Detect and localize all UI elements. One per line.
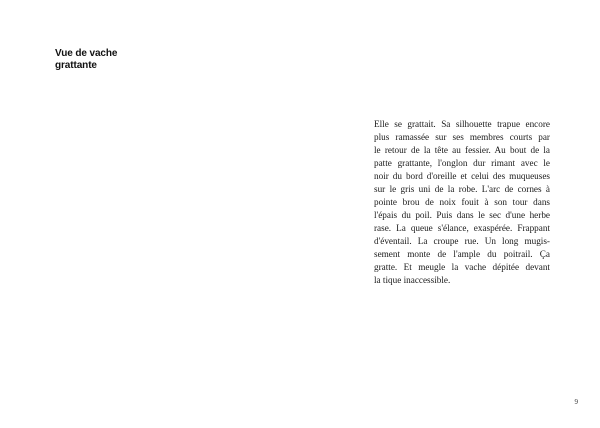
body-line: gratte. Et meugle la vache dépitée devant bbox=[374, 262, 550, 272]
body-line: le retour de la tête au fessier. Au bout de la bbox=[374, 145, 550, 155]
body-line: sur le gris uni de la robe. L'arc de cornes à bbox=[374, 184, 550, 194]
body-line: rase. La queue s'élance, exaspérée. Frappant bbox=[374, 223, 550, 233]
body-line: d'éventail. La croupe rue. Un long mugis- bbox=[374, 236, 550, 246]
body-line: pointe brou de noix fouit à son tour dans bbox=[374, 197, 550, 207]
page-number: 9 bbox=[574, 398, 578, 406]
poem-title-line-1: Vue de vache bbox=[55, 48, 118, 59]
body-line: la tique inaccessible. bbox=[374, 275, 451, 285]
poem-title-line-2: grattante bbox=[55, 60, 97, 71]
body-line: l'épais du poil. Puis dans le sec d'une herbe bbox=[374, 210, 550, 220]
body-line: noir du bord d'oreille et celui des muqueuses bbox=[374, 171, 550, 181]
body-line: plus ramassée sur ses membres courts par bbox=[374, 132, 550, 142]
body-line: Elle se grattait. Sa silhouette trapue encore bbox=[374, 119, 550, 129]
body-line: sement monte de l'ample du poitrail. Ça bbox=[374, 249, 550, 259]
body-line: patte grattante, l'onglon dur rimant avec le bbox=[374, 158, 550, 168]
poem-title bbox=[55, 48, 215, 72]
poem-body bbox=[374, 118, 550, 287]
